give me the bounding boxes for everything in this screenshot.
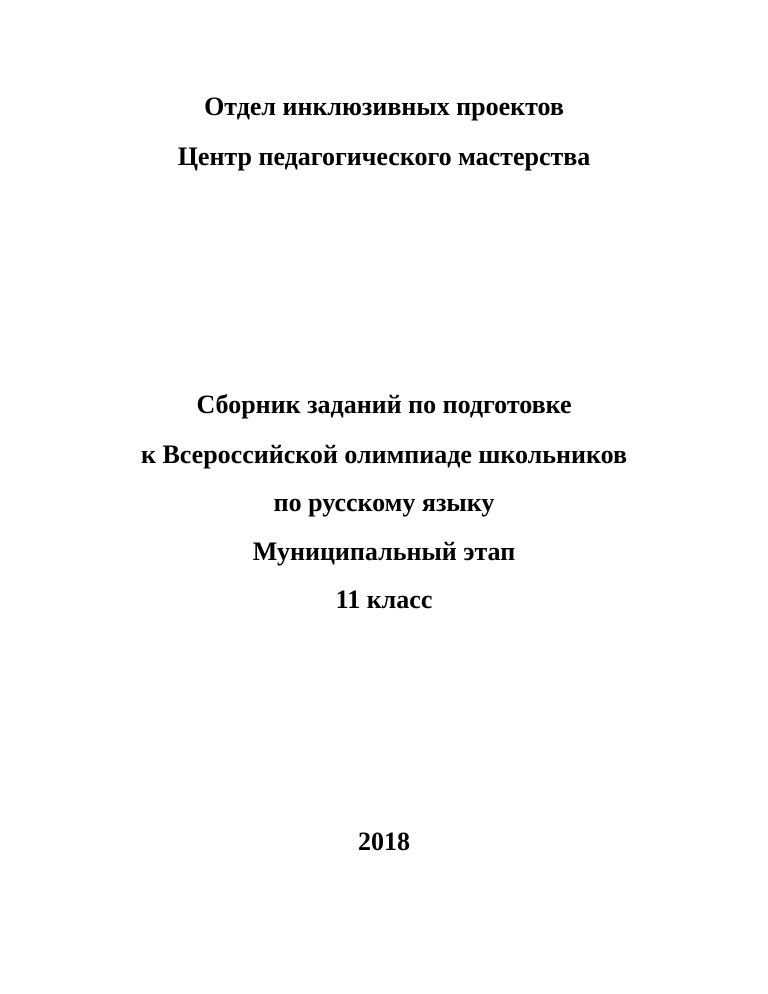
grade-label: 11 класс — [335, 585, 433, 614]
title-line-1: Сборник заданий по подготовке — [196, 390, 572, 419]
title-line-2: к Всероссийской олимпиаде школьников — [140, 440, 628, 469]
year-label: 2018 — [358, 827, 410, 856]
center-name: Центр педагогического мастерства — [177, 142, 591, 171]
title-line-3: по русскому языку — [273, 488, 495, 517]
stage-label: Муниципальный этап — [252, 537, 516, 566]
department-name: Отдел инклюзивных проектов — [204, 92, 564, 121]
